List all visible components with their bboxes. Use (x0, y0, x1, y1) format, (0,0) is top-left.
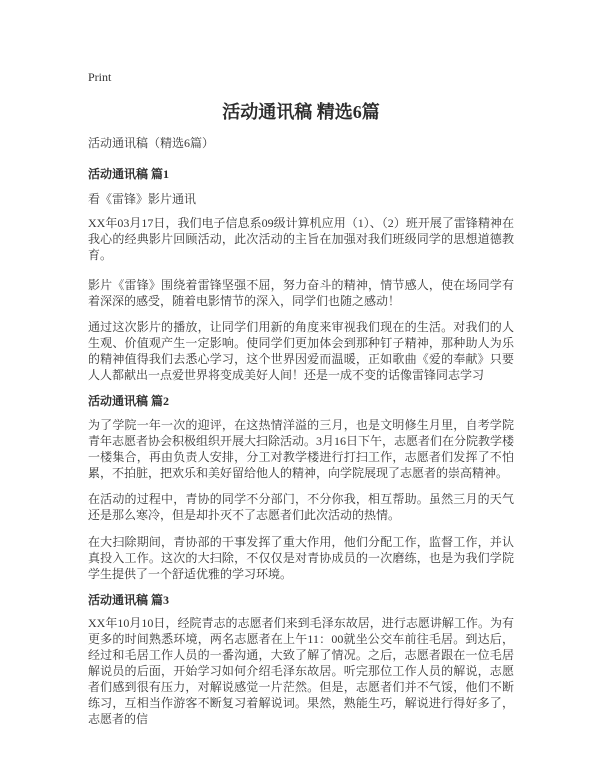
section-heading-1: 活动通讯稿 篇1 (88, 167, 170, 181)
paragraph: 影片《雷锋》围绕着雷锋坚强不屈，努力奋斗的精神，情节感人，使在场同学有着深深的感受，随着电影情节的深入，同学们也随之感动！ (88, 278, 514, 308)
paragraph: 为了学院一年一次的迎评，在这热情洋溢的三月，也是文明修生月里，自考学院青年志愿者协会积极组织开展大扫除活动。3月16日下午，志愿者们在分院教学楼一楼集合，再由负责人安排，分工对教学楼进行打扫工作，志愿者们发挥了不怕累，不拍脏，把欢乐和美好留给他人的精神，向学院展现了志愿者的崇高精神。 (88, 418, 515, 480)
page-title: 活动通讯稿 精选6篇 (222, 102, 380, 122)
section-heading-3: 活动通讯稿 篇3 (88, 593, 170, 607)
print-button[interactable]: Print (88, 70, 112, 84)
paragraph: 在大扫除期间，青协部的干事发挥了重大作用，他们分配工作，监督工作，并认真投入工作。这次的大扫除，不仅仅是对青协成员的一次磨练，也是为我们学院学生提供了一个舒适优雅的学习环境。 (88, 535, 514, 581)
document-subtitle: 活动通讯稿（精选6篇） (88, 136, 215, 150)
paragraph: XX年10月10日，经院青志的志愿者们来到毛泽东故居，进行志愿讲解工作。为有更多的时间熟悉环境，两名志愿者在上午11：00就坐公交车前往毛居。到达后，经过和毛居工作人员的一番沟通，大致了解了情况。之后，志愿者跟在一位毛居解说员的后面，开始学习如何介绍毛泽东故居。听完那位工作人员的解说，志愿者们感到很有压力，对解说感觉一片茫然。但是，志愿者们并不气馁，他们不断练习，互相当作游客不断复习着解说词。果然，熟能生巧，解说进行得好多了，志愿者的信 (88, 616, 514, 726)
paragraph: XX年03月17日，我们电子信息系09级计算机应用（1）、（2）班开展了雷锋精神在我心的经典影片回顾活动，此次活动的主旨在加强对我们班级同学的思想道德教育。 (88, 216, 514, 262)
section-heading-2: 活动通讯稿 篇2 (88, 394, 170, 408)
paragraph: 通过这次影片的播放，让同学们用新的角度来审视我们现在的生活。对我们的人生观、价值观产生一定影响。使同学们更加体会到那种钉子精神，那种助人为乐的精神值得我们去悉心学习，这个世界因爱而温暖，正如歌曲《爱的奉献》只要人人都献出一点爱世界将变成美好人间！还是一成不变的话像雷锋同志学习 (88, 320, 514, 382)
paragraph: 在活动的过程中，青协的同学不分部门，不分你我，相互帮助。虽然三月的天气还是那么寒冷，但是却扑灭不了志愿者们此次活动的热情。 (88, 492, 514, 522)
paragraph: 看《雷锋》影片通讯 (88, 192, 197, 206)
